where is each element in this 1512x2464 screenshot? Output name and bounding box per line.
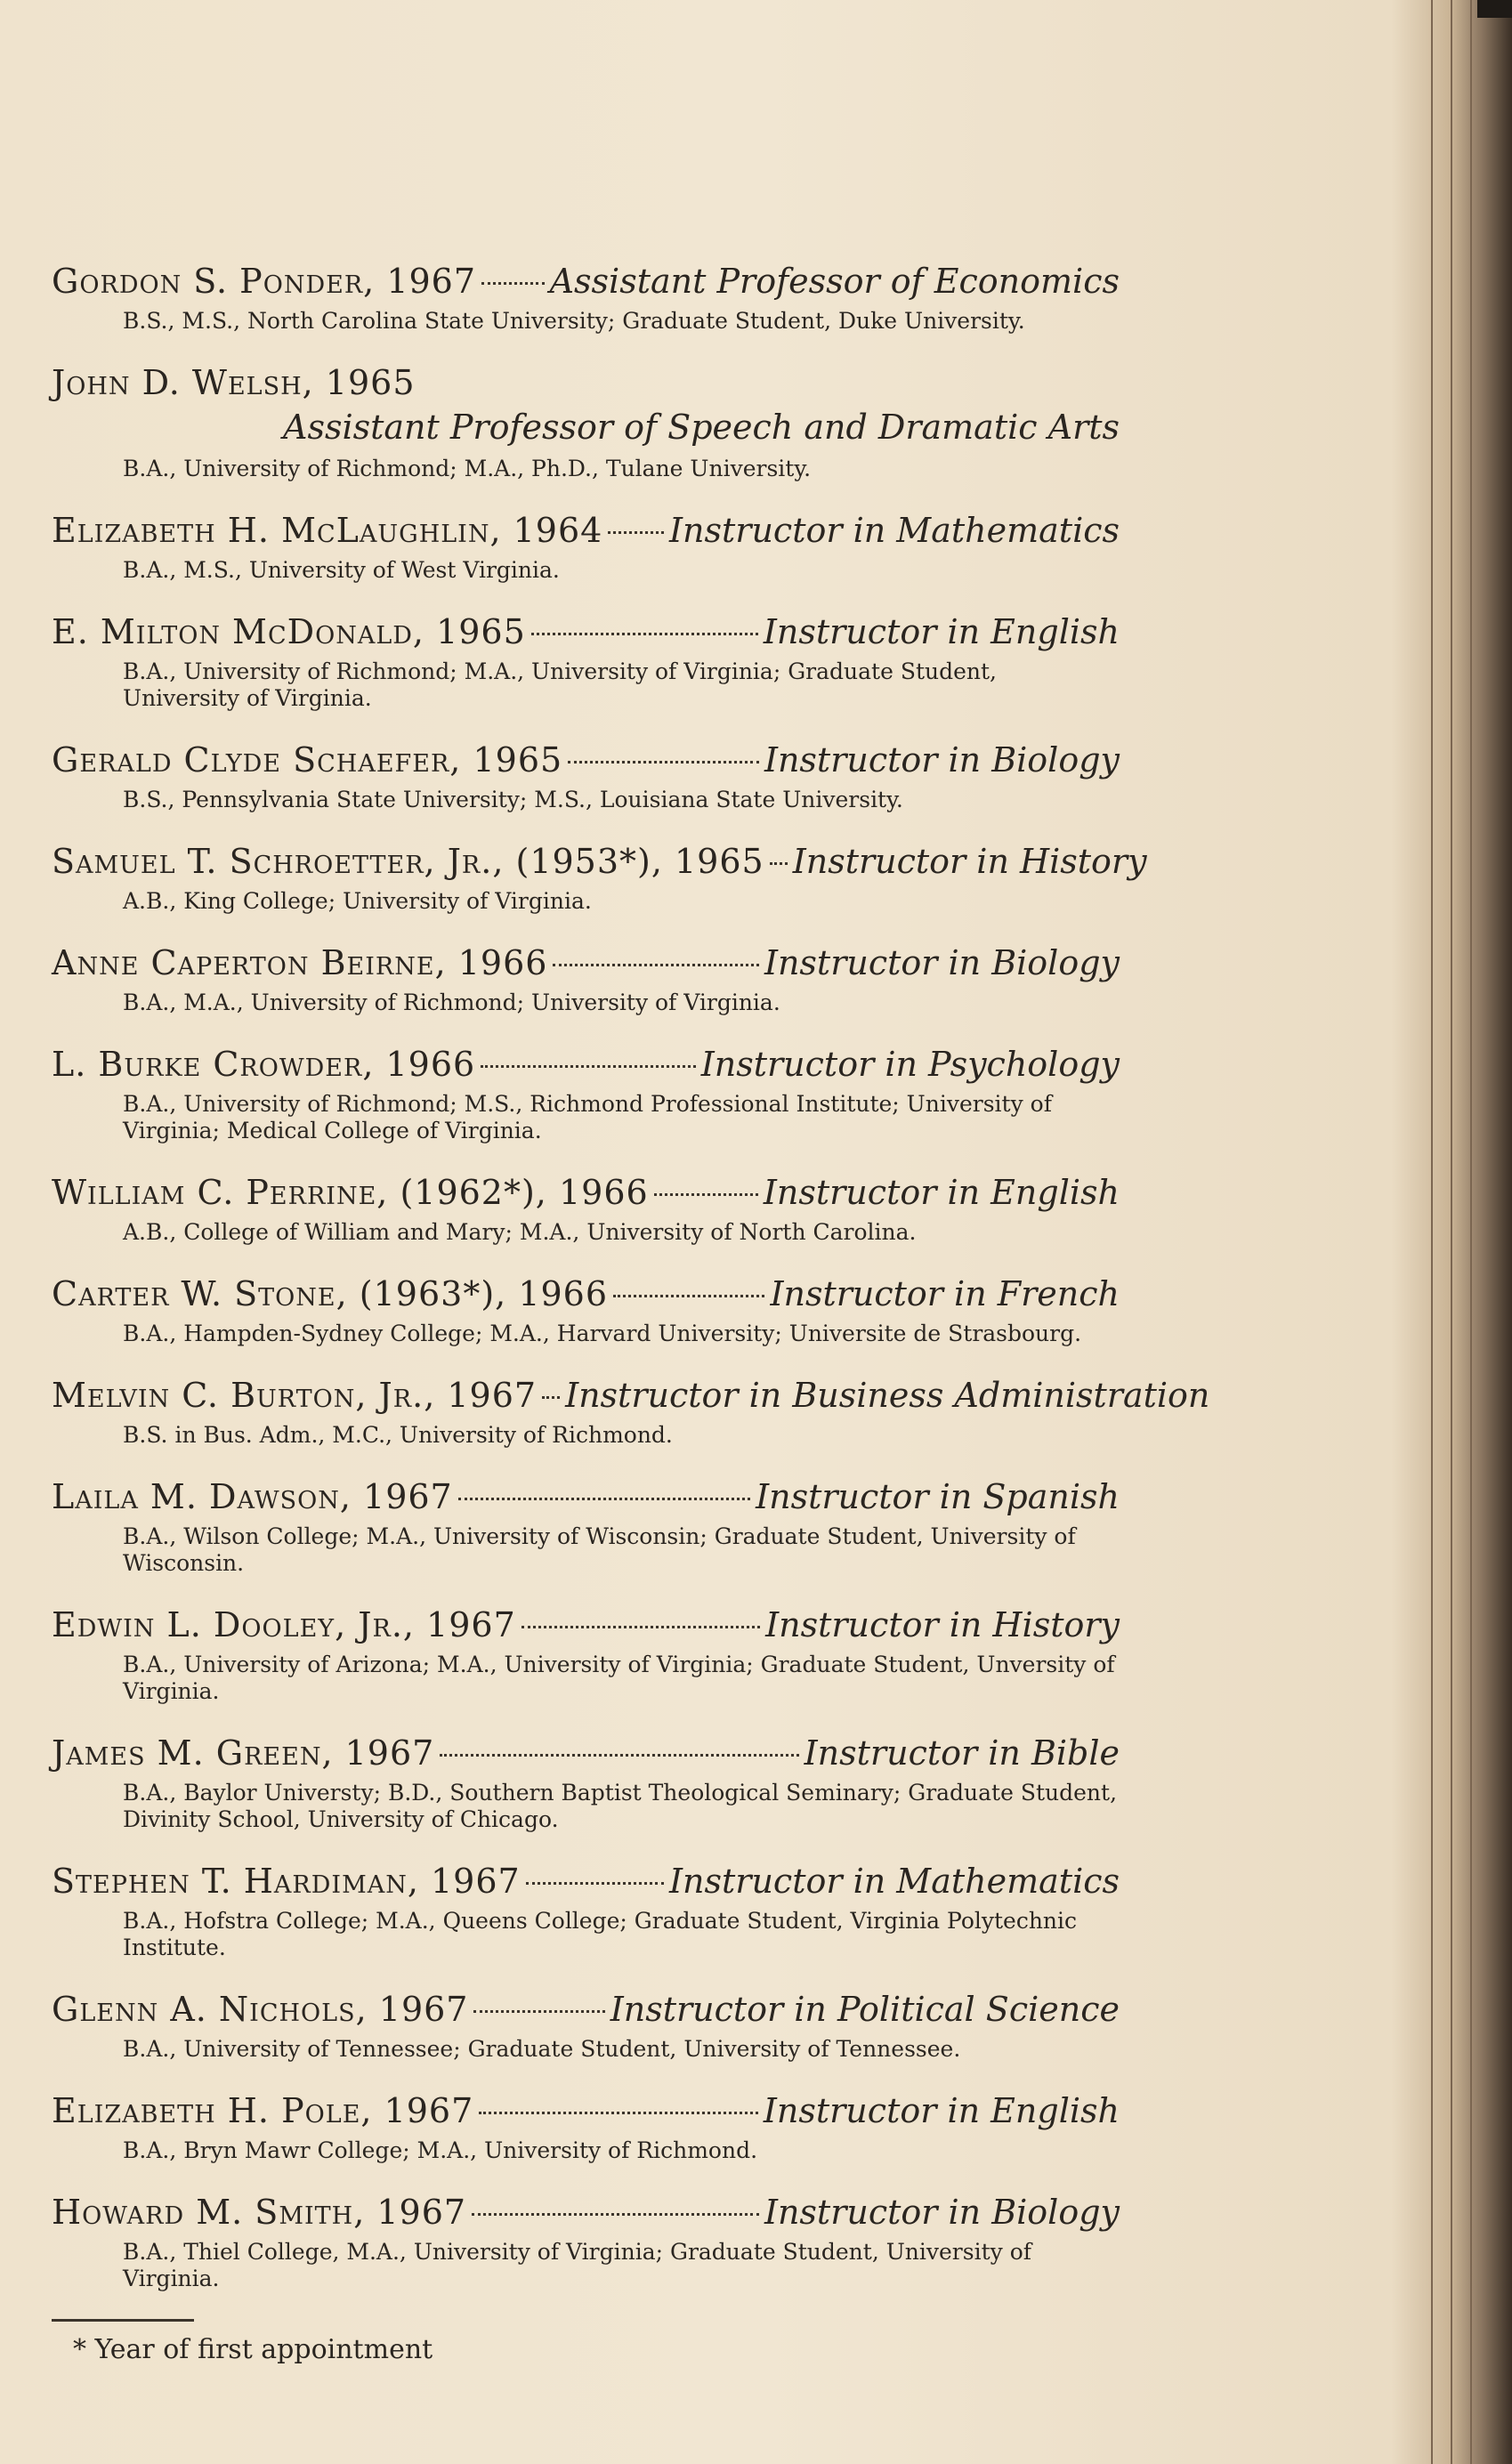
faculty-entry (52, 361, 1120, 482)
faculty-name: Anne Caperton Beirne, 1966 (52, 943, 548, 982)
faculty-title: Instructor in Biology (764, 943, 1120, 982)
faculty-credentials: B.A., M.A., University of Richmond; University of Virginia. (123, 990, 780, 1015)
faculty-credentials: A.B., King College; University of Virginia. (123, 888, 592, 914)
faculty-title: Instructor in Biology (764, 2193, 1120, 2232)
dot-leader (458, 1498, 750, 1500)
faculty-entry (52, 260, 1120, 335)
faculty-entry (52, 1988, 1120, 2063)
dot-leader (479, 2112, 758, 2114)
faculty-credentials: B.A., M.S., University of West Virginia. (123, 557, 560, 583)
dot-leader (473, 2010, 604, 2013)
faculty-name: Stephen T. Hardiman, 1967 (52, 1862, 521, 1901)
page-edge-line (1431, 0, 1433, 2464)
faculty-title: Instructor in Bible (804, 1733, 1120, 1773)
faculty-credentials: B.A., Hofstra College; M.A., Queens College; Graduate Student, Virginia Polytechnic Institute. (123, 1908, 1078, 1960)
faculty-title: Instructor in History (792, 842, 1147, 881)
faculty-entry (52, 2089, 1120, 2164)
faculty-name: Glenn A. Nichols, 1967 (52, 1990, 469, 2029)
faculty-title: Instructor in Mathematics (669, 511, 1120, 550)
dot-leader (440, 1754, 798, 1757)
faculty-entry (52, 1860, 1120, 1961)
faculty-credentials: B.A., Thiel College, M.A., University of Virginia; Graduate Student, University of Virginia. (123, 2239, 1031, 2291)
faculty-entry (52, 739, 1120, 813)
faculty-title: Instructor in French (770, 1274, 1120, 1313)
scan-edge (1477, 0, 1512, 18)
faculty-title: Instructor in Psychology (700, 1045, 1120, 1084)
page-edge-line (1451, 0, 1452, 2464)
dot-leader (613, 1295, 764, 1297)
dot-leader (472, 2213, 759, 2216)
faculty-name: Elizabeth H. McLaughlin, 1964 (52, 511, 603, 550)
faculty-credentials: B.A., University of Tennessee; Graduate Student, University of Tennessee. (123, 2036, 961, 2062)
dot-leader (654, 1193, 758, 1196)
faculty-title: Instructor in English (763, 1173, 1120, 1212)
faculty-name: John D. Welsh, 1965 (52, 363, 416, 402)
faculty-name: E. Milton McDonald, 1965 (52, 612, 526, 651)
dot-leader (568, 761, 759, 763)
faculty-name: Elizabeth H. Pole, 1967 (52, 2091, 474, 2130)
faculty-entry (52, 610, 1120, 712)
faculty-title: Instructor in English (763, 612, 1120, 651)
faculty-credentials: B.S., Pennsylvania State University; M.S., Louisiana State University. (123, 787, 903, 812)
footnote-rule (52, 2319, 194, 2322)
faculty-credentials: B.A., Bryn Mawr College; M.A., University of Richmond. (123, 2137, 758, 2163)
faculty-list (52, 260, 1210, 2365)
faculty-title: Instructor in History (765, 1605, 1120, 1644)
dot-leader (522, 1626, 760, 1628)
faculty-title: Assistant Professor of Speech and Dramatic Arts (283, 408, 1120, 447)
faculty-name: Howard M. Smith, 1967 (52, 2193, 467, 2232)
faculty-name: Laila M. Dawson, 1967 (52, 1477, 453, 1516)
faculty-title: Assistant Professor of Economics (549, 262, 1120, 301)
faculty-credentials: A.B., College of William and Mary; M.A., University of North Carolina. (123, 1219, 917, 1245)
faculty-name: William C. Perrine, (1962*), 1966 (52, 1173, 649, 1212)
dot-leader (542, 1396, 560, 1399)
faculty-credentials: B.S., M.S., North Carolina State University; Graduate Student, Duke University. (123, 308, 1025, 334)
faculty-name: L. Burke Crowder, 1966 (52, 1045, 476, 1084)
faculty-credentials: B.A., Hampden-Sydney College; M.A., Harvard University; Universite de Strasbourg. (123, 1321, 1082, 1346)
dot-leader (481, 282, 545, 285)
faculty-credentials: B.A., University of Richmond; M.A., University of Virginia; Graduate Student, University of Virginia. (123, 658, 997, 711)
faculty-credentials: B.A., Wilson College; M.A., University of Wisconsin; Graduate Student, University of Wisconsin. (123, 1523, 1076, 1576)
faculty-credentials: B.A., University of Richmond; M.A., Ph.D., Tulane University. (123, 456, 812, 481)
faculty-title: Instructor in Business Administration (565, 1376, 1210, 1415)
faculty-name: Gordon S. Ponder, 1967 (52, 262, 477, 301)
faculty-name: Carter W. Stone, (1963*), 1966 (52, 1274, 609, 1313)
faculty-credentials: B.A., University of Arizona; M.A., University of Virginia; Graduate Student, Unversity of Virginia. (123, 1652, 1115, 1704)
faculty-name: Samuel T. Schroetter, Jr., (1953*), 1965 (52, 842, 764, 881)
faculty-entry (52, 941, 1120, 1016)
dot-leader (481, 1065, 696, 1068)
faculty-entry (52, 1374, 1210, 1449)
faculty-entry (52, 1732, 1120, 1833)
faculty-name: Edwin L. Dooley, Jr., 1967 (52, 1605, 516, 1644)
faculty-title: Instructor in Political Science (610, 1990, 1120, 2029)
faculty-entry (52, 1171, 1120, 1246)
dot-leader (553, 964, 758, 966)
faculty-title: Instructor in English (763, 2091, 1120, 2130)
faculty-title: Instructor in Spanish (756, 1477, 1120, 1516)
faculty-entry (52, 1272, 1120, 1347)
faculty-entry (52, 509, 1120, 584)
faculty-name: James M. Green, 1967 (52, 1733, 435, 1773)
faculty-credentials: B.A., Baylor Universty; B.D., Southern Baptist Theological Seminary; Graduate Student, Divinity School, University of Chicago. (123, 1780, 1118, 1832)
faculty-title: Instructor in Mathematics (669, 1862, 1120, 1901)
faculty-entry (52, 2191, 1120, 2292)
footnote: * Year of first appointment (73, 2334, 433, 2365)
faculty-title: Instructor in Biology (764, 740, 1120, 780)
faculty-credentials: B.A., University of Richmond; M.S., Richmond Professional Institute; University of Virginia; Medical College of Virginia. (123, 1091, 1052, 1143)
faculty-name: Melvin C. Burton, Jr., 1967 (52, 1376, 538, 1415)
page-edge-line (1470, 0, 1472, 2464)
faculty-entry (52, 840, 1147, 915)
dot-leader (531, 633, 758, 635)
faculty-entry (52, 1475, 1120, 1577)
dot-leader (770, 862, 788, 865)
faculty-entry (52, 1604, 1120, 1705)
faculty-name: Gerald Clyde Schaefer, 1965 (52, 740, 563, 780)
dot-leader (608, 531, 664, 534)
faculty-credentials: B.S. in Bus. Adm., M.C., University of Richmond. (123, 1422, 673, 1448)
dot-leader (526, 1882, 664, 1885)
faculty-entry (52, 1043, 1120, 1144)
